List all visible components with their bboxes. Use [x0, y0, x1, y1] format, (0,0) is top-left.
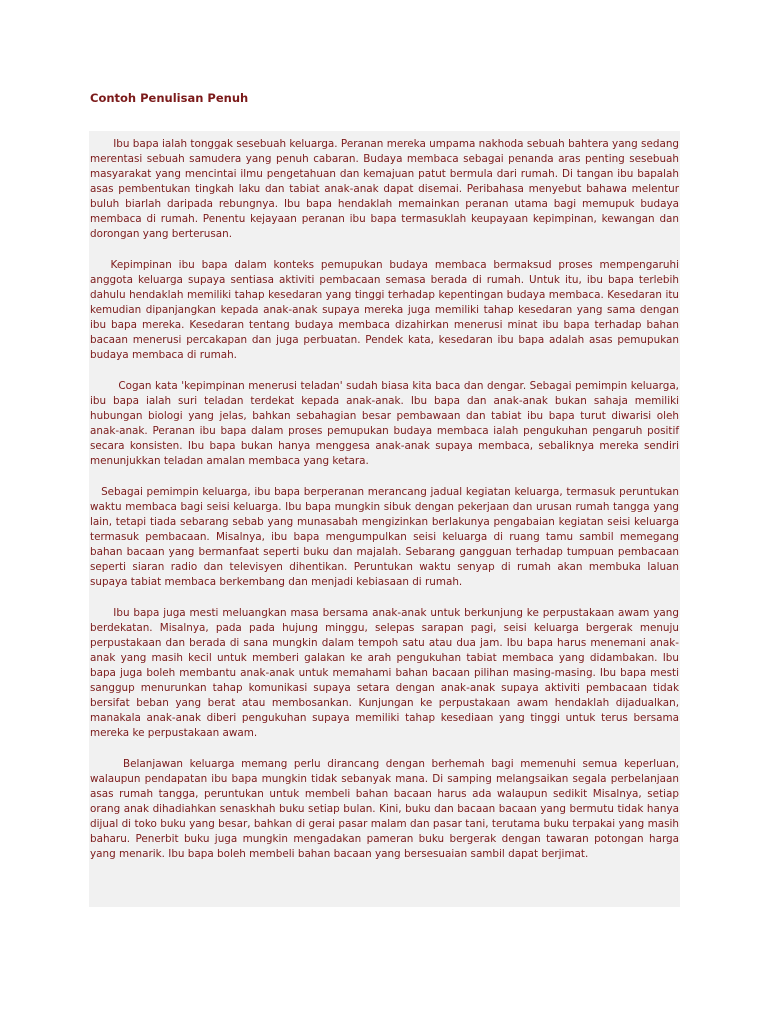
paragraph-4: Sebagai pemimpin keluarga, ibu bapa berperanan merancang jadual kegiatan keluarga, termasuk peruntukan waktu membaca bagi seisi keluarga. Ibu bapa mungkin sibuk dengan pekerjaan dan urusan rumah tangga yang lain, tetapi tiada sebarang sebab yang munasabah mengizinkan berlakunya pengabaian kegiatan seisi keluarga termasuk pembacaan. Misalnya, ibu bapa mengumpulkan seisi keluarga di ruang tamu sambil memegang bahan bacaan yang bermanfaat seperti buku dan majalah. Sebarang gangguan terhadap tumpuan pembacaan seperti siaran radio dan televisyen dihentikan. Peruntukan waktu senyap di rumah akan membuka laluan supaya tabiat membaca berkembang dan menjadi kebiasaan di rumah. — [90, 486, 683, 588]
paragraph-1: Ibu bapa ialah tonggak sesebuah keluarga. Peranan mereka umpama nakhoda sebuah bahtera yang sedang merentasi sebuah samudera yang penuh cabaran. Budaya membaca sebagai penanda aras penting sesebuah masyarakat yang mencintai ilmu pengetahuan dan kemajuan patut bermula dari rumah. Di tangan ibu bapalah asas pembentukan tingkah laku dan tabiat anak-anak dapat disemai. Peribahasa menyebut bahawa melentur buluh biarlah daripada rebungnya. Ibu bapa hendaklah memainkan peranan utama bagi memupuk budaya membaca di rumah. Penentu kejayaan peranan ibu bapa termasuklah keupayaan kepimpinan, kewangan dan dorongan yang berterusan. — [90, 138, 683, 240]
paragraph-6: Belanjawan keluarga memang perlu dirancang dengan berhemah bagi memenuhi semua keperluan, walaupun pendapatan ibu bapa mungkin tidak sebanyak mana. Di samping melangsaikan segala perbelanjaan asas rumah tangga, peruntukan untuk membeli bahan bacaan harus ada walaupun sedikit Misalnya, setiap orang anak dihadiahkan senaskhah buku setiap bulan. Kini, buku dan bacaan bacaan yang bermutu tidak hanya dijual di toko buku yang besar, bahkan di gerai pasar malam dan pasar tani, terutama buku terpakai yang masih baharu. Penerbit buku juga mungkin mengadakan pameran buku bergerak dengan tawaran potongan harga yang menarik. Ibu bapa boleh membeli bahan bacaan yang bersesuaian sambil dapat berjimat. — [90, 758, 683, 860]
paragraph-5: Ibu bapa juga mesti meluangkan masa bersama anak-anak untuk berkunjung ke perpustakaan awam yang berdekatan. Misalnya, pada pada hujung minggu, selepas sarapan pagi, seisi keluarga bergerak menuju perpustakaan dan berada di sana mungkin dalam tempoh satu atau dua jam. Ibu bapa harus menemani anak-anak yang masih kecil untuk memberi galakan ke arah pengukuhan tabiat membaca yang didambakan. Ibu bapa juga boleh membantu anak-anak untuk memahami bahan bacaan pilihan masing-masing. Ibu bapa mesti sanggup menurunkan tahap komunikasi supaya setara dengan anak-anak supaya aktiviti pembacaan tidak bersifat beban yang berat atau membosankan. Kunjungan ke perpustakaan awam hendaklah dijadualkan, manakala anak-anak diberi pengukuhan supaya memiliki tahap kesediaan yang tinggi untuk terus bersama mereka ke perpustakaan awam. — [90, 607, 683, 739]
paragraph-3: Cogan kata 'kepimpinan menerusi teladan' sudah biasa kita baca dan dengar. Sebagai pemimpin keluarga, ibu bapa ialah suri teladan terdekat kepada anak-anak. Ibu bapa dan anak-anak bukan sahaja memiliki hubungan biologi yang jelas, bahkan sebahagian besar pembawaan dan tabiat ibu bapa turut diwarisi oleh anak-anak. Peranan ibu bapa dalam proses pemupukan budaya membaca ialah pengukuhan pengaruh positif secara konsisten. Ibu bapa bukan hanya menggesa anak-anak supaya membaca, sebaliknya mereka sendiri menunjukkan teladan amalan membaca yang ketara. — [90, 380, 683, 467]
essay-content — [89, 131, 683, 907]
document-heading: Contoh Penulisan Penuh — [90, 91, 249, 105]
paragraph-2: Kepimpinan ibu bapa dalam konteks pemupukan budaya membaca bermaksud proses mempengaruhi anggota keluarga supaya sentiasa aktiviti pembacaan semasa berada di rumah. Untuk itu, ibu bapa terlebih dahulu hendaklah memiliki tahap kesedaran yang tinggi terhadap kepentingan budaya membaca. Kesedaran itu kemudian dipanjangkan kepada anak-anak supaya mereka juga memiliki tahap kesedaran yang sama dengan ibu bapa mereka. Kesedaran tentang budaya membaca dizahirkan menerusi minat ibu bapa terhadap bahan bacaan menerusi percakapan dan juga perbuatan. Pendek kata, kesedaran ibu bapa adalah asas pemupukan budaya membaca di rumah. — [90, 259, 683, 361]
